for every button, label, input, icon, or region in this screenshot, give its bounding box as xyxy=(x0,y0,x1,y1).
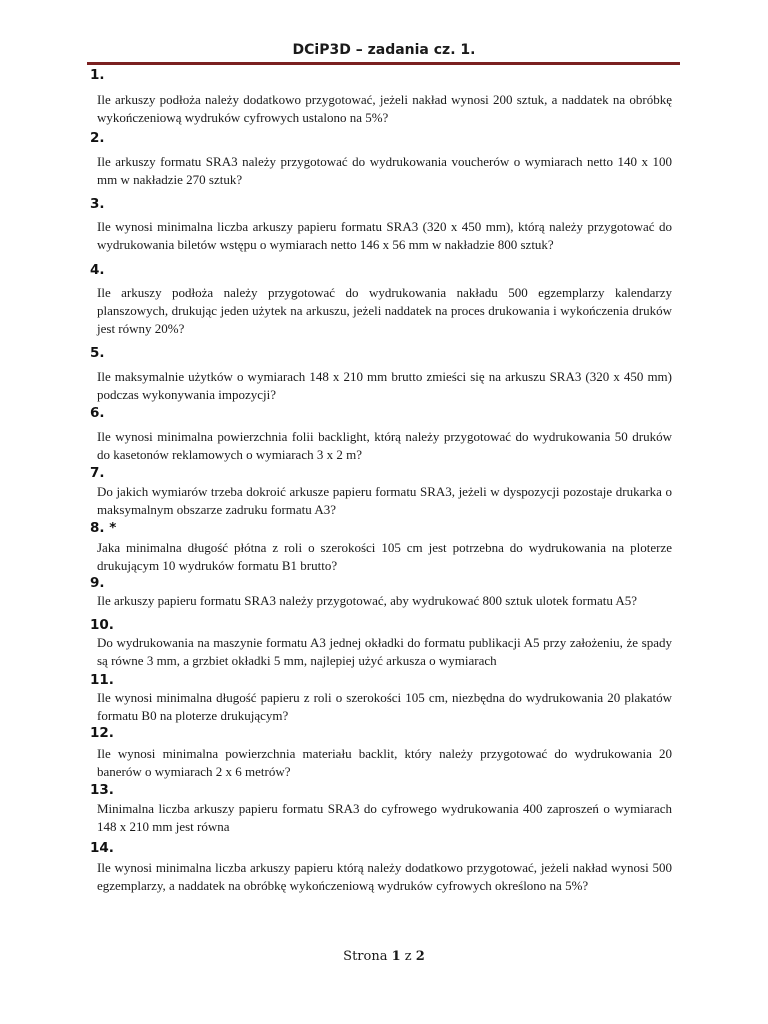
task-number: 4. xyxy=(90,262,105,278)
task-number: 7. xyxy=(90,465,105,481)
header-rule xyxy=(87,62,680,65)
task-text: Do jakich wymiarów trzeba dokroić arkusze papieru formatu SRA3, jeżeli w dyspozycji pozostaje drukarka o maksymalnym obszarze zadruku formatu A3? xyxy=(97,484,672,517)
page-footer xyxy=(0,949,768,964)
footer-prefix: Strona xyxy=(343,949,392,964)
task-text: Ile arkuszy formatu SRA3 należy przygotować do wydrukowania voucherów o wymiarach netto 140 x 100 mm w nakładzie 270 sztuk? xyxy=(97,154,672,187)
task-text: Ile wynosi minimalna liczba arkuszy papieru którą należy dodatkowo przygotować, jeżeli nakład wynosi 500 egzemplarzy, a naddatek na obróbkę wykończeniową wydruków cyfrowych określono na 5%? xyxy=(97,860,672,893)
task-text: Jaka minimalna długość płótna z roli o szerokości 105 cm jest potrzebna do wydrukowania na ploterze drukującym 10 wydruków formatu B1 brutto? xyxy=(97,540,672,573)
page-title: DCiP3D – zadania cz. 1. xyxy=(292,42,476,58)
task-number: 9. xyxy=(90,575,105,591)
task-text: Ile wynosi minimalna liczba arkuszy papieru formatu SRA3 (320 x 450 mm), którą należy przygotować do wydrukowania biletów wstępu o wymiarach netto 146 x 56 mm w nakładzie 800 sztuk? xyxy=(97,219,672,252)
task-number: 11. xyxy=(90,672,114,688)
task-number: 8. * xyxy=(90,520,117,536)
task-text: Ile maksymalnie użytków o wymiarach 148 x 210 mm brutto zmieści się na arkuszu SRA3 (320 x 450 mm) podczas wykonywania impozycji? xyxy=(97,369,672,402)
task-number: 13. xyxy=(90,782,114,798)
task-text: Do wydrukowania na maszynie formatu A3 jednej okładki do formatu publikacji A5 przy założeniu, że spady są równe 3 mm, a grzbiet okładki 5 mm, najlepiej użyć arkusza o wymiarach xyxy=(97,635,672,668)
task-text: Ile wynosi minimalna powierzchnia materiału backlit, który należy przygotować do wydrukowania 20 banerów o wymiarach 2 x 6 metrów? xyxy=(97,746,672,779)
task-number: 10. xyxy=(90,617,114,633)
task-number: 1. xyxy=(90,67,105,83)
footer-page-total: 2 xyxy=(415,949,425,964)
task-number: 12. xyxy=(90,725,114,741)
task-number: 2. xyxy=(90,130,105,146)
task-text: Minimalna liczba arkuszy papieru formatu SRA3 do cyfrowego wydrukowania 400 zaproszeń o wymiarach 148 x 210 mm jest równa xyxy=(97,801,672,834)
task-text: Ile arkuszy podłoża należy przygotować do wydrukowania nakładu 500 egzemplarzy kalendarzy planszowych, drukując jeden użytek na arkuszu, jeżeli naddatek na proces drukowania i wykończenia druków jest równy 20%? xyxy=(97,285,672,336)
task-text: Ile arkuszy podłoża należy dodatkowo przygotować, jeżeli nakład wynosi 200 sztuk, a naddatek na obróbkę wykończeniową wydruków cyfrowych ustalono na 5%? xyxy=(97,92,672,125)
footer-middle: z xyxy=(400,949,416,964)
task-text: Ile wynosi minimalna powierzchnia folii backlight, którą należy przygotować do wydrukowania 50 druków do kasetonów reklamowych o wymiarach 3 x 2 m? xyxy=(97,429,672,462)
task-number: 5. xyxy=(90,345,105,361)
task-text: Ile arkuszy papieru formatu SRA3 należy przygotować, aby wydrukować 800 sztuk ulotek formatu A5? xyxy=(97,593,638,608)
task-number: 6. xyxy=(90,405,105,421)
task-number: 3. xyxy=(90,196,105,212)
task-number: 14. xyxy=(90,840,114,856)
task-text: Ile wynosi minimalna długość papieru z roli o szerokości 105 cm, niezbędna do wydrukowania 20 plakatów formatu B0 na ploterze drukującym? xyxy=(97,690,672,723)
footer-page-current: 1 xyxy=(391,949,401,964)
